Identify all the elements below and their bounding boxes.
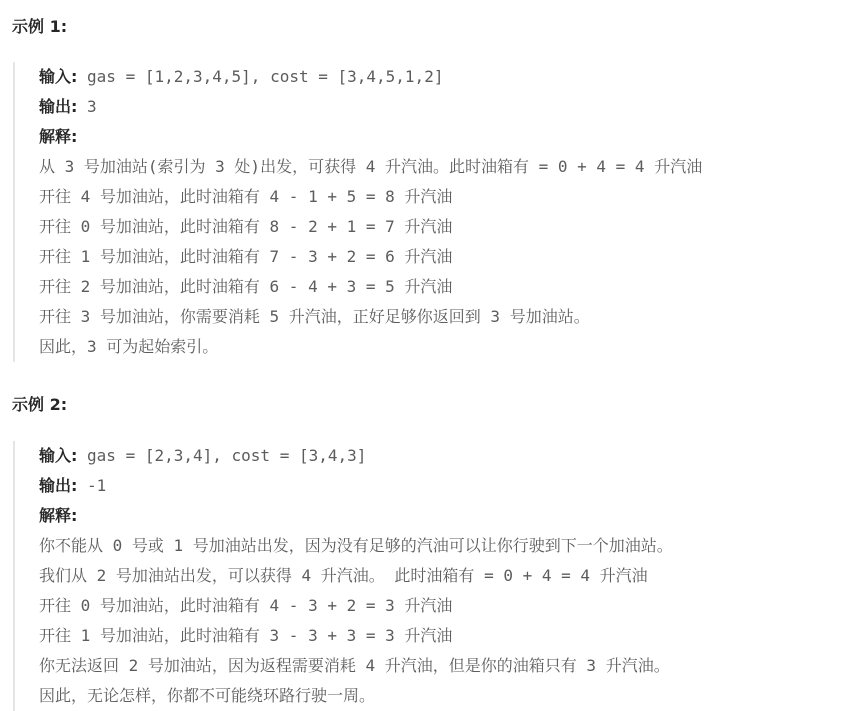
output-label: 输出: [39, 476, 78, 495]
explanation-line: 开往 4 号加油站，此时油箱有 4 - 1 + 5 = 8 升汽油 [39, 187, 453, 206]
explanation-line: 开往 0 号加油站，此时油箱有 8 - 2 + 1 = 7 升汽油 [39, 217, 453, 236]
example-2-input-line [39, 441, 862, 471]
explanation-line: 开往 0 号加油站，此时油箱有 4 - 3 + 2 = 3 升汽油 [39, 596, 453, 615]
explanation-line: 从 3 号加油站(索引为 3 处)出发，可获得 4 升汽油。此时油箱有 = 0 + 4 = 4 升汽油 [39, 157, 703, 176]
explanation-line: 开往 1 号加油站，此时油箱有 7 - 3 + 2 = 6 升汽油 [39, 247, 453, 266]
example-1-heading: 示例 1: [12, 17, 68, 36]
explanation-line: 开往 1 号加油站，此时油箱有 3 - 3 + 3 = 3 升汽油 [39, 626, 453, 645]
output-value: 3 [77, 97, 97, 116]
example-1-explanation-label-line [39, 122, 862, 152]
example-1-output-line [39, 92, 862, 122]
explanation-line: 因此，3 可为起始索引。 [39, 337, 219, 356]
input-label: 输入: [39, 446, 78, 465]
explanation-line: 开往 3 号加油站，你需要消耗 5 升汽油，正好足够你返回到 3 号加油站。 [39, 307, 590, 326]
input-value: gas = [2,3,4], cost = [3,4,3] [77, 446, 367, 465]
explanation-line: 开往 2 号加油站，此时油箱有 6 - 4 + 3 = 5 升汽油 [39, 277, 453, 296]
explanation-label: 解释: [39, 127, 78, 146]
input-label: 输入: [39, 67, 78, 86]
output-label: 输出: [39, 97, 78, 116]
example-1-input-line [39, 62, 862, 92]
explanation-line: 因此，无论怎样，你都不可能绕环路行驶一周。 [39, 686, 376, 705]
explanation-line: 你不能从 0 号或 1 号加油站出发，因为没有足够的汽油可以让你行驶到下一个加油站。 [39, 536, 673, 555]
example-1-block [13, 62, 862, 362]
example-2-explanation-label-line [39, 501, 862, 531]
output-value: -1 [77, 476, 107, 495]
example-2-output-line [39, 471, 862, 501]
explanation-line: 你无法返回 2 号加油站，因为返程需要消耗 4 升汽油，但是你的油箱只有 3 升汽油。 [39, 656, 670, 675]
example-2-block [13, 441, 862, 711]
explanation-line: 我们从 2 号加油站出发，可以获得 4 升汽油。 此时油箱有 = 0 + 4 = 4 升汽油 [39, 566, 648, 585]
input-value: gas = [1,2,3,4,5], cost = [3,4,5,1,2] [77, 67, 444, 86]
example-2-heading: 示例 2: [12, 395, 68, 414]
explanation-label: 解释: [39, 506, 78, 525]
